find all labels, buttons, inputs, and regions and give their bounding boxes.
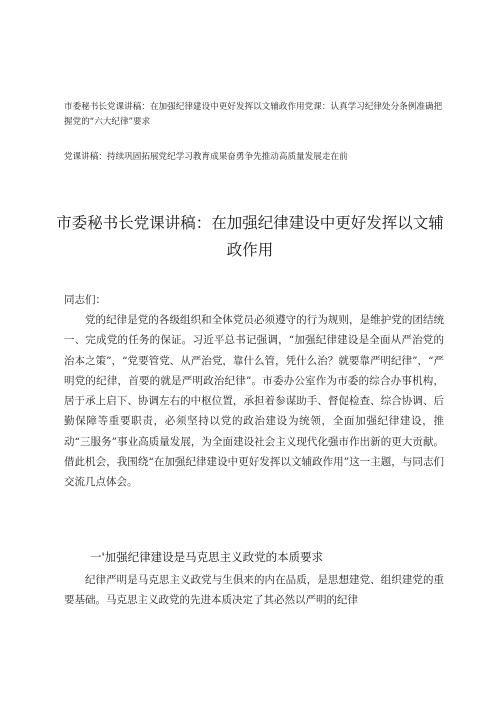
paragraph-2: 纪律严明是马克思主义政党与生俱来的内在品质，是思想建党、组织建党的重要基础。马克思主义政党的先进本质决定了其必然以严明的纪律 <box>64 574 444 607</box>
greeting: 同志们： <box>64 294 106 306</box>
paragraph-1: 党的纪律是党的各级组织和全体党员必须遵守的行为规则，是维护党的团结统一、完成党的任务的保证。习近平总书记强调，“加强纪律建设是全面从严治党的治本之策”，“党要管党、从严治党，靠什么管，凭什么治？就要靠严明纪律”，“严明党的纪律，首要的就是严明政治纪律”。市委办公室作为市委的综合办事机构，居于承上启下、协调左右的中枢位置，承担着参谋助手、督促检查、综合协调、后勤保障等重要职责，必须坚持以党的政治建设为统领，全面加强纪律建设，推动“三服务”事业高质量发展，为全面建设社会主义现代化强市作出新的更大贡献。借此机会，我围绕“在加强纪律建设中更好发挥以文辅政作用”这一主题，与同志们交流几点体会。 <box>64 314 444 489</box>
section-heading-1: 一'加强纪律建设是马克思主义政党的本质要求 <box>90 550 324 564</box>
toc-item-1[interactable]: 市委秘书长党课讲稿：在加强纪律建设中更好发挥以文辅政作用党课：认真学习纪律处分条例准确把握党的“六大纪律”要求 <box>64 102 443 127</box>
article-title: 市委秘书长党课讲稿：在加强纪律建设中更好发挥以文辅政作用 <box>56 214 444 259</box>
toc-item-2[interactable]: 党课讲稿：持续巩固拓展党纪学习教育成果奋勇争先推动高质量发展走在前 <box>64 152 348 162</box>
